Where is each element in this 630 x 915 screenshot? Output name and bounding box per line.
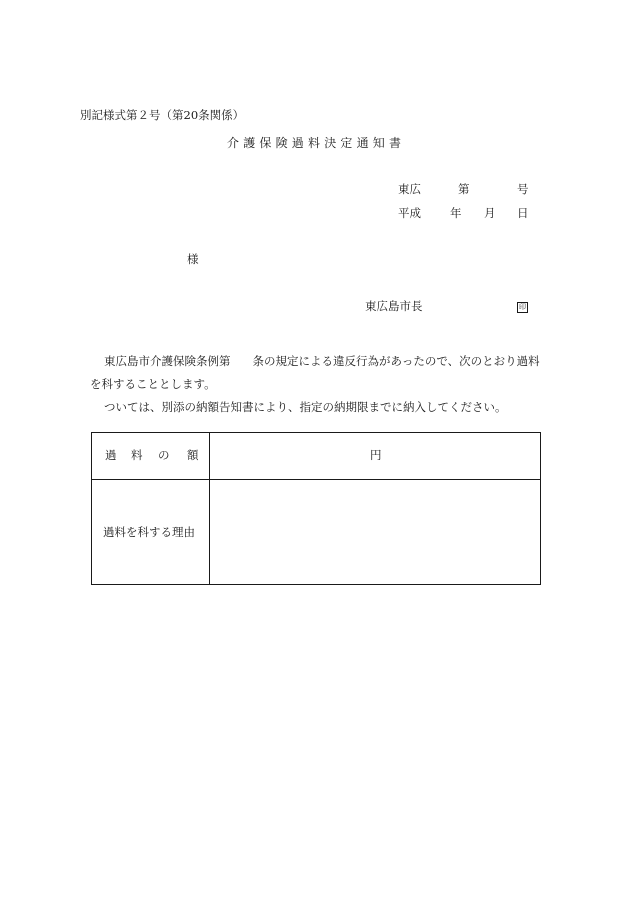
- addressee-honorific: 様: [187, 252, 199, 266]
- amount-label-char: 料: [131, 448, 143, 462]
- form-number: 別記様式第２号（第20条関係）: [80, 108, 245, 122]
- body-line1-a: 東広島市介護保険条例第: [104, 354, 231, 368]
- doc-number-prefix: 東広: [398, 182, 421, 196]
- body-line1-continued: を科することとします。: [90, 377, 216, 391]
- amount-yen-unit: 円: [370, 448, 382, 462]
- date-month-unit: 月: [484, 206, 496, 220]
- table-divider-horizontal: [92, 479, 540, 480]
- amount-label-char: 額: [187, 448, 199, 462]
- body-line2: ついては、別添の納額告知書により、指定の納期限までに納入してください。: [104, 400, 507, 414]
- fine-table: [91, 432, 541, 585]
- date-day-unit: 日: [517, 206, 529, 220]
- amount-label-char: の: [158, 448, 170, 462]
- doc-number-dai: 第: [458, 182, 470, 196]
- document-title: 介護保険過料決定通知書: [227, 136, 406, 150]
- amount-label: [105, 450, 199, 462]
- table-divider-vertical: [209, 433, 210, 584]
- seal-mark: 印: [519, 303, 526, 311]
- date-year-unit: 年: [450, 206, 462, 220]
- issuer-name: 東広島市長: [365, 299, 423, 313]
- doc-number-go: 号: [517, 182, 529, 196]
- reason-label: 過料を科する理由: [103, 525, 195, 539]
- date-era: 平成: [398, 206, 421, 220]
- amount-label-char: 過: [105, 448, 117, 462]
- body-line1: [104, 356, 540, 368]
- body-line1-b: 条の規定による違反行為があったので、次のとおり過料: [252, 354, 540, 368]
